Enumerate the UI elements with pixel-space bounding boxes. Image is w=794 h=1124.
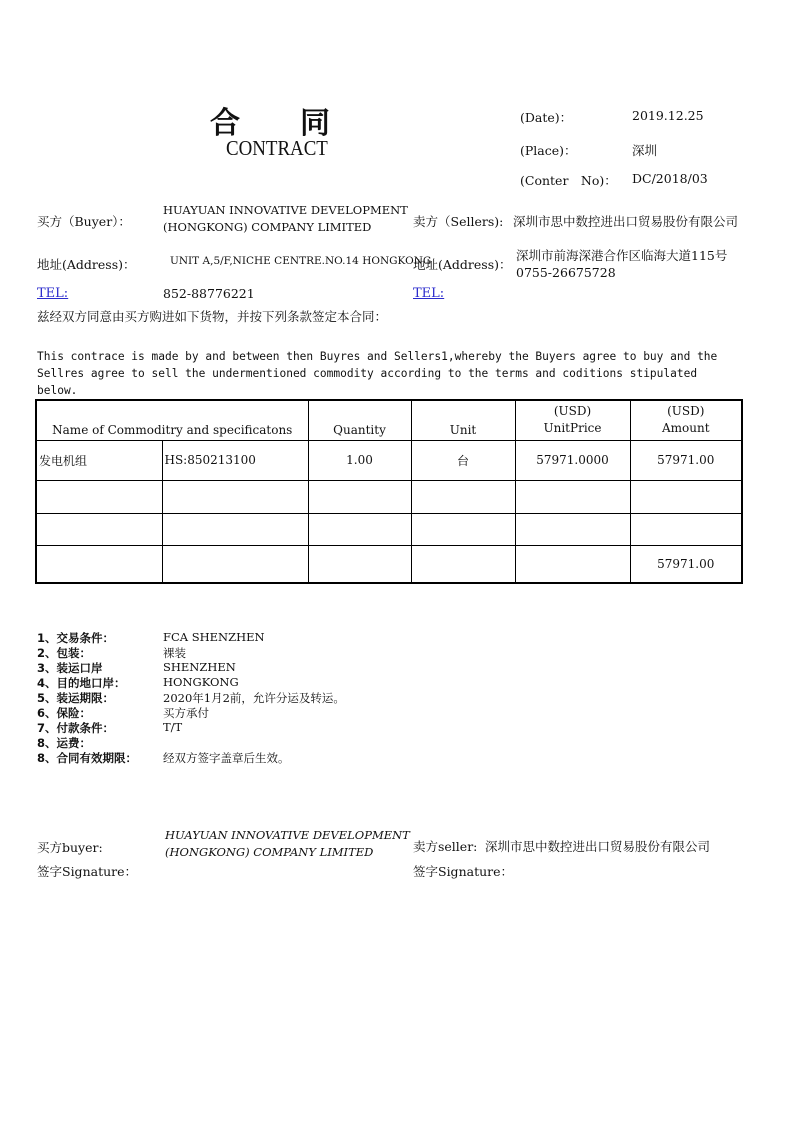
intro-english-line2: Sellres agree to sell the undermentioned commodity according to the terms and coditions stipulated xyxy=(37,367,698,380)
term-value: 2020年1月2前，允许分运及转运。 xyxy=(163,691,345,705)
buyer-label: 买方（Buyer）： xyxy=(37,214,131,229)
intro-chinese: 兹经双方同意由买方购进如下货物，并按下列条款签定本合同： xyxy=(37,309,388,324)
header-commodity: Name of Commoditry and specificatons xyxy=(36,400,308,440)
date-label: (Date)： xyxy=(520,110,573,125)
term-label: 2、包装： xyxy=(37,646,92,660)
term-label: 1、交易条件： xyxy=(37,631,115,645)
signature-seller-name: 深圳市思中数控进出口贸易股份有限公司 xyxy=(485,839,711,854)
date-value: 2019.12.25 xyxy=(632,108,704,123)
signature-buyer-sign-label: 签字Signature： xyxy=(37,864,138,879)
term-label: 6、保险： xyxy=(37,706,92,720)
header-amount xyxy=(630,400,742,440)
term-value: T/T xyxy=(163,720,183,734)
signature-buyer-name-line1: HUAYUAN INNOVATIVE DEVELOPMENT xyxy=(165,828,410,842)
cell-unit-price: 57971.0000 xyxy=(515,440,630,480)
buyer-tel-link[interactable]: TEL: xyxy=(37,286,69,301)
signature-buyer-label: 买方buyer: xyxy=(37,840,103,855)
place-value: 深圳 xyxy=(632,143,658,158)
contract-no-label: (Conter No)： xyxy=(520,173,617,188)
buyer-name-line2: (HONGKONG) COMPANY LIMITED xyxy=(163,220,372,234)
term-value: FCA SHENZHEN xyxy=(163,630,265,644)
intro-english-line3: below. xyxy=(37,384,78,397)
seller-label: 卖方（Sellers): xyxy=(413,214,504,229)
cell-commodity-spec: HS:850213100 xyxy=(162,440,308,480)
intro-english-line1: This contrace is made by and between then Buyres and Sellers1,whereby the Buyers agree to buy and the xyxy=(37,350,718,363)
signature-seller-label: 卖方seller: xyxy=(413,839,478,854)
term-value: 裸装 xyxy=(163,646,186,660)
table-row-empty xyxy=(36,513,742,545)
term-label: 8、运费： xyxy=(37,736,92,750)
cell-commodity-name: 发电机组 xyxy=(36,440,162,480)
term-value: 买方承付 xyxy=(163,706,209,720)
seller-address-line1: 深圳市前海深港合作区临海大道115号 xyxy=(516,248,728,263)
seller-tel-link[interactable]: TEL: xyxy=(413,286,445,301)
header-amount-currency: (USD) xyxy=(667,404,705,419)
seller-name: 深圳市思中数控进出口贸易股份有限公司 xyxy=(513,214,739,229)
cell-amount: 57971.00 xyxy=(630,440,742,480)
title-english: CONTRACT xyxy=(226,136,328,160)
buyer-address-value: UNIT A,5/F,NICHE CENTRE.NO.14 HONGKONG xyxy=(170,255,432,267)
contract-no-value: DC/2018/03 xyxy=(632,171,708,186)
term-value: HONGKONG xyxy=(163,675,239,689)
cell-total-amount: 57971.00 xyxy=(630,545,742,583)
signature-seller-sign-label: 签字Signature： xyxy=(413,864,514,879)
cell-quantity: 1.00 xyxy=(308,440,411,480)
place-label: (Place)： xyxy=(520,143,577,158)
cell-unit: 台 xyxy=(411,440,515,480)
title-chinese: 合同 xyxy=(210,106,390,141)
term-label: 4、目的地口岸： xyxy=(37,676,126,690)
term-label: 5、装运期限： xyxy=(37,691,115,705)
signature-buyer-name-line2: (HONGKONG) COMPANY LIMITED xyxy=(165,845,374,859)
table-total-row xyxy=(36,545,742,583)
table-row xyxy=(36,440,742,480)
header-unit: Unit xyxy=(411,400,515,440)
term-label: 3、装运口岸 xyxy=(37,661,103,675)
term-label: 8、合同有效期限： xyxy=(37,751,138,765)
seller-address-line2: 0755-26675728 xyxy=(516,265,616,280)
term-value: SHENZHEN xyxy=(163,660,236,674)
term-label: 7、付款条件： xyxy=(37,721,115,735)
buyer-name-line1: HUAYUAN INNOVATIVE DEVELOPMENT xyxy=(163,203,408,217)
header-unit-price xyxy=(515,400,630,440)
buyer-tel-value: 852-88776221 xyxy=(163,286,255,301)
header-unit-price-currency: (USD) xyxy=(553,404,592,419)
header-quantity: Quantity xyxy=(308,400,411,440)
header-unit-price-label: UnitPrice xyxy=(543,421,602,436)
table-header-row xyxy=(36,400,742,440)
header-amount-label: Amount xyxy=(661,421,710,436)
table-row-empty xyxy=(36,480,742,513)
commodity-table xyxy=(35,399,743,584)
buyer-address-label: 地址(Address)： xyxy=(37,257,136,272)
seller-address-label: 地址(Address)： xyxy=(413,257,512,272)
term-value: 经双方签字盖章后生效。 xyxy=(163,751,290,765)
